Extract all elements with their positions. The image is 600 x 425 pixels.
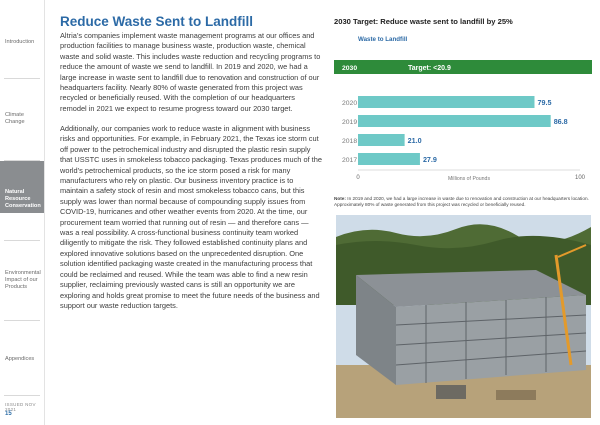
sidebar-item-natural-resource-conservation[interactable] <box>0 161 44 213</box>
sidebar-divider <box>4 395 40 396</box>
value-label: 21.0 <box>407 136 422 145</box>
category-label: 2018 <box>342 138 358 145</box>
x-tick-label: 100 <box>574 175 586 181</box>
target-year-label: 2030 <box>342 65 358 72</box>
paragraph-ice-storm: Additionally, our companies work to reduce waste in alignment with business risks and opportunities. For example, in February 2021, the Texas ice storm cut off power to the petrochemical industry and disrupted the plastic resin supply that USSTC uses in smokeless tobacco packaging. Texas produces much of the world’s petrochemical products, so the ice storm posed a risk for many manufacturers who rely on plastic. Our business inventory practice is to maintain a safety stock of resin and most smokeless tobacco cans, but this supply was lower than normal because of compounding supply issues from COVID-19, hurricanes and other weather events from 2020. At the time, our procurement team worried that running out of resin — and therefore cans — was a real possibility. A cross-functional business continuity team worked diligently to mitigate the risk. They followed established continuity plans and explored innovative solutions based on the unprecedented disruption. One solution identified packaging waste created in the manufacturing process that could be reclaimed and reused. While the team was able to find a new resin supplier, reclaiming previously wasted cans is still an opportunity we are exploring and holds great promise to meet the future needs of the business and support our waste reduction targets. <box>60 124 322 310</box>
chart-note-text: In 2019 and 2020, we had a large increase in waste due to renovation and construction at our headquarters location. Approximately 80% of waste generated from this project was recycled or beneficially reused. <box>334 196 589 208</box>
page-number: 15 <box>5 411 12 417</box>
sidebar-divider <box>4 240 40 241</box>
target-value-label: Target: <20.9 <box>408 65 451 72</box>
page-title: Reduce Waste Sent to Landfill <box>60 14 254 29</box>
category-label: 2020 <box>342 100 358 107</box>
bar <box>358 153 420 165</box>
category-label: 2019 <box>342 119 358 126</box>
chart-subtitle: Waste to Landfill <box>358 36 408 43</box>
chart-note-label: Note: <box>334 196 346 201</box>
x-tick-label: 0 <box>356 175 360 181</box>
waste-chart <box>334 28 592 194</box>
sidebar-item-label: Environmental Impact of our Products <box>5 270 41 290</box>
sidebar-divider <box>4 78 40 79</box>
sidebar-item-environmental-impact[interactable] <box>0 266 44 295</box>
sidebar-item-label: Introduction <box>5 39 35 45</box>
value-label: 27.9 <box>422 155 437 164</box>
bar <box>358 115 551 127</box>
sidebar-item-label: Appendices <box>5 356 35 362</box>
chart-title: 2030 Target: Reduce waste sent to landfill by 25% <box>334 17 513 26</box>
category-label: 2017 <box>342 157 358 164</box>
construction-photo <box>336 215 591 418</box>
sidebar-item-climate-change[interactable] <box>0 108 44 130</box>
sidebar-item-appendices[interactable] <box>0 352 44 367</box>
paragraph-waste-programs: Altria’s companies implement waste management programs at our offices and production facilities to manage business waste, production waste, chemical waste and solid waste. This includes waste reduction and recycling programs to reduce the amount of waste we send to landfill. In 2019 and 2020, we had a large increase in waste sent to landfill due to renovation and construction of our headquarters facility. Nearly 80% of waste generated from this project was recycled or beneficially reused. With the completion of our headquarters remodel in 2021 we expect to resume progress toward our 2030 target. <box>60 31 321 113</box>
bar <box>358 96 534 108</box>
construction-site-image <box>336 215 591 418</box>
sidebar-divider <box>4 320 40 321</box>
sidebar-item-label: Natural Resource Conservation <box>5 189 41 209</box>
sidebar-item-label: Climate Change <box>5 112 25 125</box>
sidebar-item-introduction[interactable] <box>0 35 44 50</box>
sidebar-nav <box>0 0 45 425</box>
x-axis-label: Millions of Pounds <box>447 176 491 182</box>
value-label: 86.8 <box>553 117 568 126</box>
chart-note <box>334 196 590 208</box>
value-label: 79.5 <box>537 98 552 107</box>
bar <box>358 134 405 146</box>
issue-date: ISSUED NOV 2021 <box>5 402 36 412</box>
